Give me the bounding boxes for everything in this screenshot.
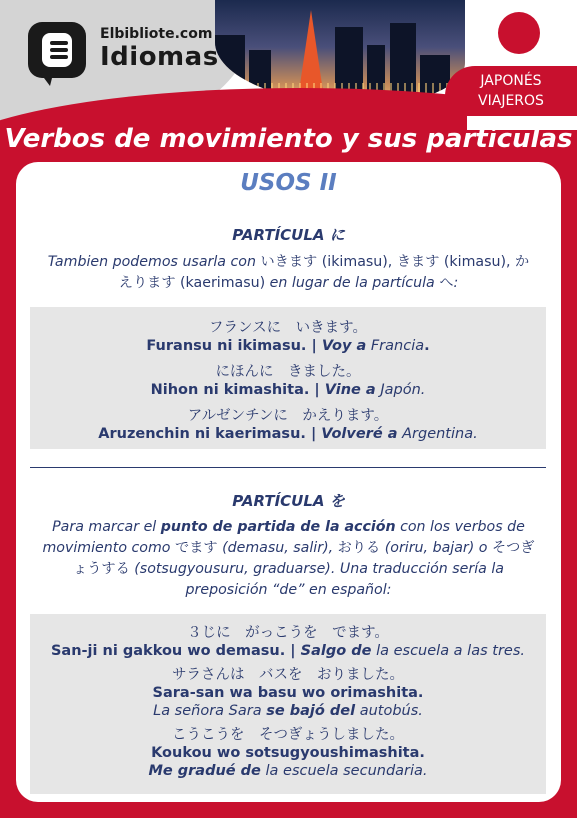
page-title: Verbos de movimiento y sus partículas bbox=[4, 124, 573, 154]
letter-e-icon bbox=[42, 33, 72, 67]
example-ni-1 bbox=[30, 319, 546, 355]
example-romaji: Nihon ni kimashita. | Vine a Japón. bbox=[150, 382, 426, 398]
course-tag bbox=[445, 66, 577, 116]
content-card bbox=[16, 162, 561, 802]
example-japanese: フランスに いきます。 bbox=[209, 320, 367, 336]
example-wo-3 bbox=[30, 726, 546, 780]
logo-site: Elbibliote.com bbox=[100, 26, 213, 42]
particle-wo-intro: Para marcar el punto de partida de la acción con los verbos de movimiento como でます (demasu, salir), おりる (oriru, bajar) o そつぎょうする (sotsugyousuru, graduarse). Una traducción sería la preposición “de” en español: bbox=[42, 519, 535, 598]
example-japanese: アルゼンチンに かえります。 bbox=[187, 408, 389, 424]
examples-wo-box bbox=[30, 614, 546, 794]
example-spanish: Me gradué de la escuela secundaria. bbox=[148, 763, 428, 779]
example-romaji: Koukou wo sotsugyoushimashita. bbox=[151, 745, 425, 761]
example-wo-2 bbox=[30, 666, 546, 720]
section-title: USOS II bbox=[240, 170, 337, 196]
example-ni-3 bbox=[30, 407, 546, 443]
example-romaji: Aruzenchin ni kaerimasu. | Volveré a Argentina. bbox=[98, 426, 478, 442]
example-wo-1 bbox=[30, 624, 546, 660]
example-spanish: La señora Sara se bajó del autobús. bbox=[153, 703, 423, 719]
section-divider bbox=[30, 467, 546, 468]
example-japanese: こうこうを そつぎょうしました。 bbox=[172, 727, 404, 743]
example-romaji: San-ji ni gakkou wo demasu. | Salgo de la escuela a las tres. bbox=[50, 643, 525, 659]
particle-wo-heading: PARTÍCULA を bbox=[232, 492, 345, 510]
tag-line-2: VIAJEROS bbox=[478, 93, 544, 109]
logo bbox=[28, 22, 248, 92]
example-ni-2 bbox=[30, 363, 546, 399]
tag-line-1: JAPONÉS bbox=[480, 73, 542, 89]
example-romaji: Sara-san wa basu wo orimashita. bbox=[152, 685, 424, 701]
header-banner bbox=[0, 0, 577, 132]
examples-ni-box bbox=[30, 307, 546, 449]
logo-brand: Idiomas bbox=[100, 42, 219, 72]
example-japanese: サラさんは バスを おりました。 bbox=[172, 667, 404, 683]
japan-flag-sun-icon bbox=[498, 12, 540, 54]
particle-ni-intro: Tambien podemos usarla con いきます (ikimasu), きます (kimasu), かえります (kaerimasu) en lugar de la partícula へ: bbox=[47, 254, 530, 291]
particle-ni-heading: PARTÍCULA に bbox=[232, 226, 345, 244]
example-japanese: ３じに がっこうを でます。 bbox=[187, 625, 389, 641]
example-japanese: にほんに きました。 bbox=[215, 364, 361, 380]
example-romaji: Furansu ni ikimasu. | Voy a Francia. bbox=[146, 338, 430, 354]
